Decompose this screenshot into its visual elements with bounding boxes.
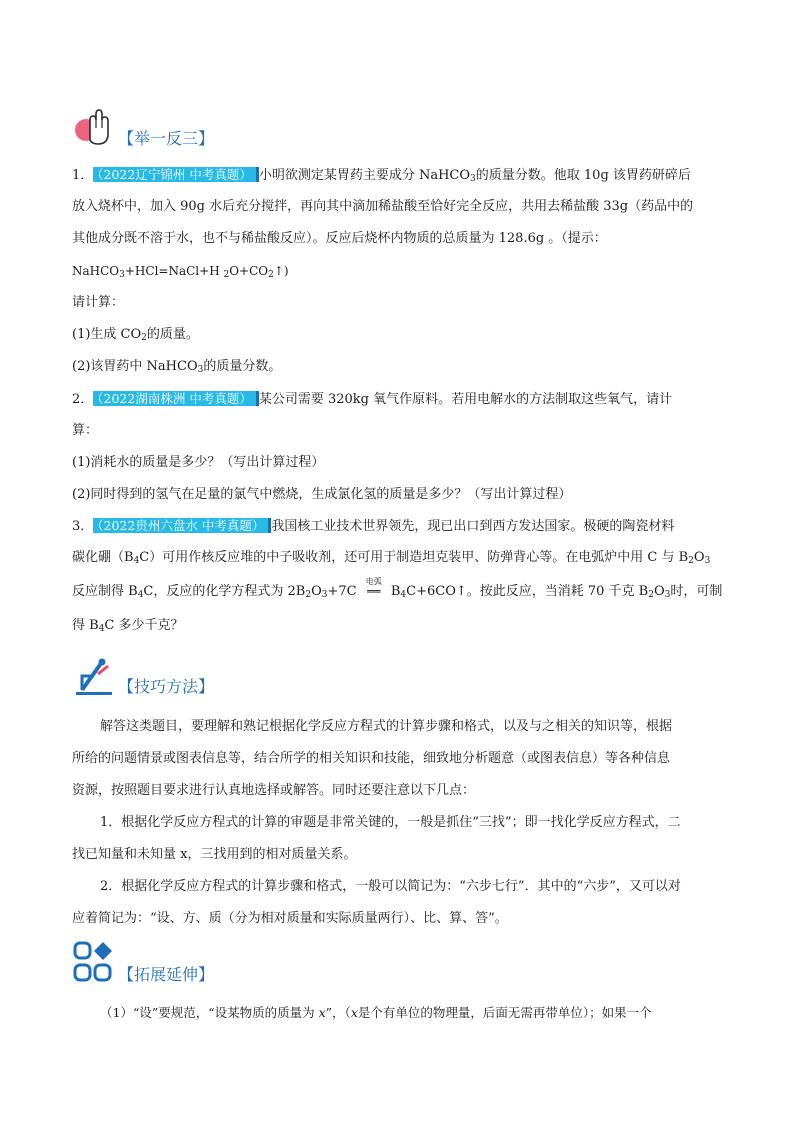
problem-2-question-1: (1)消耗水的质量是多少？（写出计算过程）: [72, 455, 325, 470]
section-title-practice: 【举一反三】: [118, 129, 215, 148]
reaction-condition: 电弧 ══: [365, 577, 382, 598]
tips-paragraph-1-line-3: 资源，按照题目要求进行认真地选择或解答。同时还要注意以下几点：: [72, 783, 476, 798]
tips-paragraph-3-line-1: 2．根据化学反应方程式的计算步骤和格式，一般可以简记为：“六步七行”．其中的“六步”，又可以对: [100, 879, 681, 894]
compass-ruler-icon: [72, 654, 116, 698]
problem-3-line-3: 反应制得 $B_4C$，反应的化学方程式为 $2B_2O_3+7C$ 电弧 ══ $B_4C+6CO↑$。按此反应，当消耗 70 千克 $B_2O_3$时，可制: [72, 577, 723, 600]
tips-paragraph-3-line-2: 应着简记为：“设、方、质（分为相对质量和实际质量两行）、比、算、答”。: [72, 911, 508, 926]
problem-2-question-2: (2)同时得到的氢气在足量的氯气中燃烧，生成氯化氢的质量是多少？（写出计算过程）: [72, 487, 572, 502]
tips-paragraph-2-line-1: 1．根据化学反应方程式的计算的审题是非常关键的，一般是抓住“三找”；即一找化学反应方程式，二: [100, 815, 681, 830]
problem-2-line-2: 算：: [72, 423, 99, 438]
problem-1-question-2: (2)该胃药中 NaHCO$_3$的质量分数。: [72, 359, 282, 375]
problem-1-equation: NaHCO$_3$+HCl=NaCl+H $_2O+CO_2↑$): [72, 264, 289, 280]
problem-2-source-tag[interactable]: （2022湖南株洲 中考真题）: [93, 391, 259, 406]
section-title-extension: 【拓展延伸】: [118, 965, 215, 984]
section-title-tips: 【技巧方法】: [118, 677, 215, 696]
problem-3-line-2: 碳化硼$(B_4C)$可用作核反应堆的中子吸收剂，还可用于制造坦克装甲、防弹背心等。在电弧炉中用 C 与 $B_2O_3$: [72, 550, 711, 566]
problem-2-line-1: 2． （2022湖南株洲 中考真题） 某公司需要 320kg 氧气作原料。若用电解水的方法制取这些氧气，请计: [72, 391, 673, 407]
tips-paragraph-2-line-2: 找已知量和未知量 x，三找用到的相对质量关系。: [72, 847, 357, 862]
problem-1-question-1: (1)生成 $CO_2$的质量。: [72, 327, 199, 343]
problem-1-ask: 请计算：: [72, 295, 125, 310]
extension-line-1: （1）“设”要规范，“设某物质的质量为 x”，（x是个有单位的物理量，后面无需再带单位）；如果一个: [100, 1005, 652, 1020]
problem-1-source-tag[interactable]: （2022辽宁锦州 中考真题）: [93, 167, 259, 182]
problem-3-source-tag[interactable]: （2022贵州六盘水 中考真题）: [93, 518, 271, 533]
shapes-grid-icon: [72, 940, 116, 984]
problem-3-line-1: 3． （2022贵州六盘水 中考真题） 我国核工业技术世界领先，现已出口到西方发达国家。极硬的陶瓷材料: [72, 518, 675, 534]
tips-paragraph-1-line-2: 所给的问题情景或图表信息等，结合所学的相关知识和技能，细致地分析题意（或图表信息）等各种信息: [72, 751, 671, 766]
hand-icon: [72, 104, 116, 148]
problem-1-line-2: 放入烧杯中，加入 90g 水后充分搅拌，再向其中滴加稀盐酸至恰好完全反应，共用去稀盐酸 33g（药品中的: [72, 199, 694, 214]
tips-paragraph-1-line-1: 解答这类题目，要理解和熟记根据化学反应方程式的计算步骤和格式，以及与之相关的知识等，根据: [100, 719, 673, 734]
problem-3-line-4: 得 $B_4C$ 多少千克？: [72, 618, 184, 634]
problem-1-line-3: 其他成分既不溶于水，也不与稀盐酸反应）。反应后烧杯内物质的总质量为 128.6g 。（提示：: [72, 231, 607, 246]
problem-1-line-1: 1． （2022辽宁锦州 中考真题） 小明欲测定某胃药主要成分 NaHCO$_3$的质量分数。他取 10g 该胃药研碎后: [72, 167, 691, 184]
